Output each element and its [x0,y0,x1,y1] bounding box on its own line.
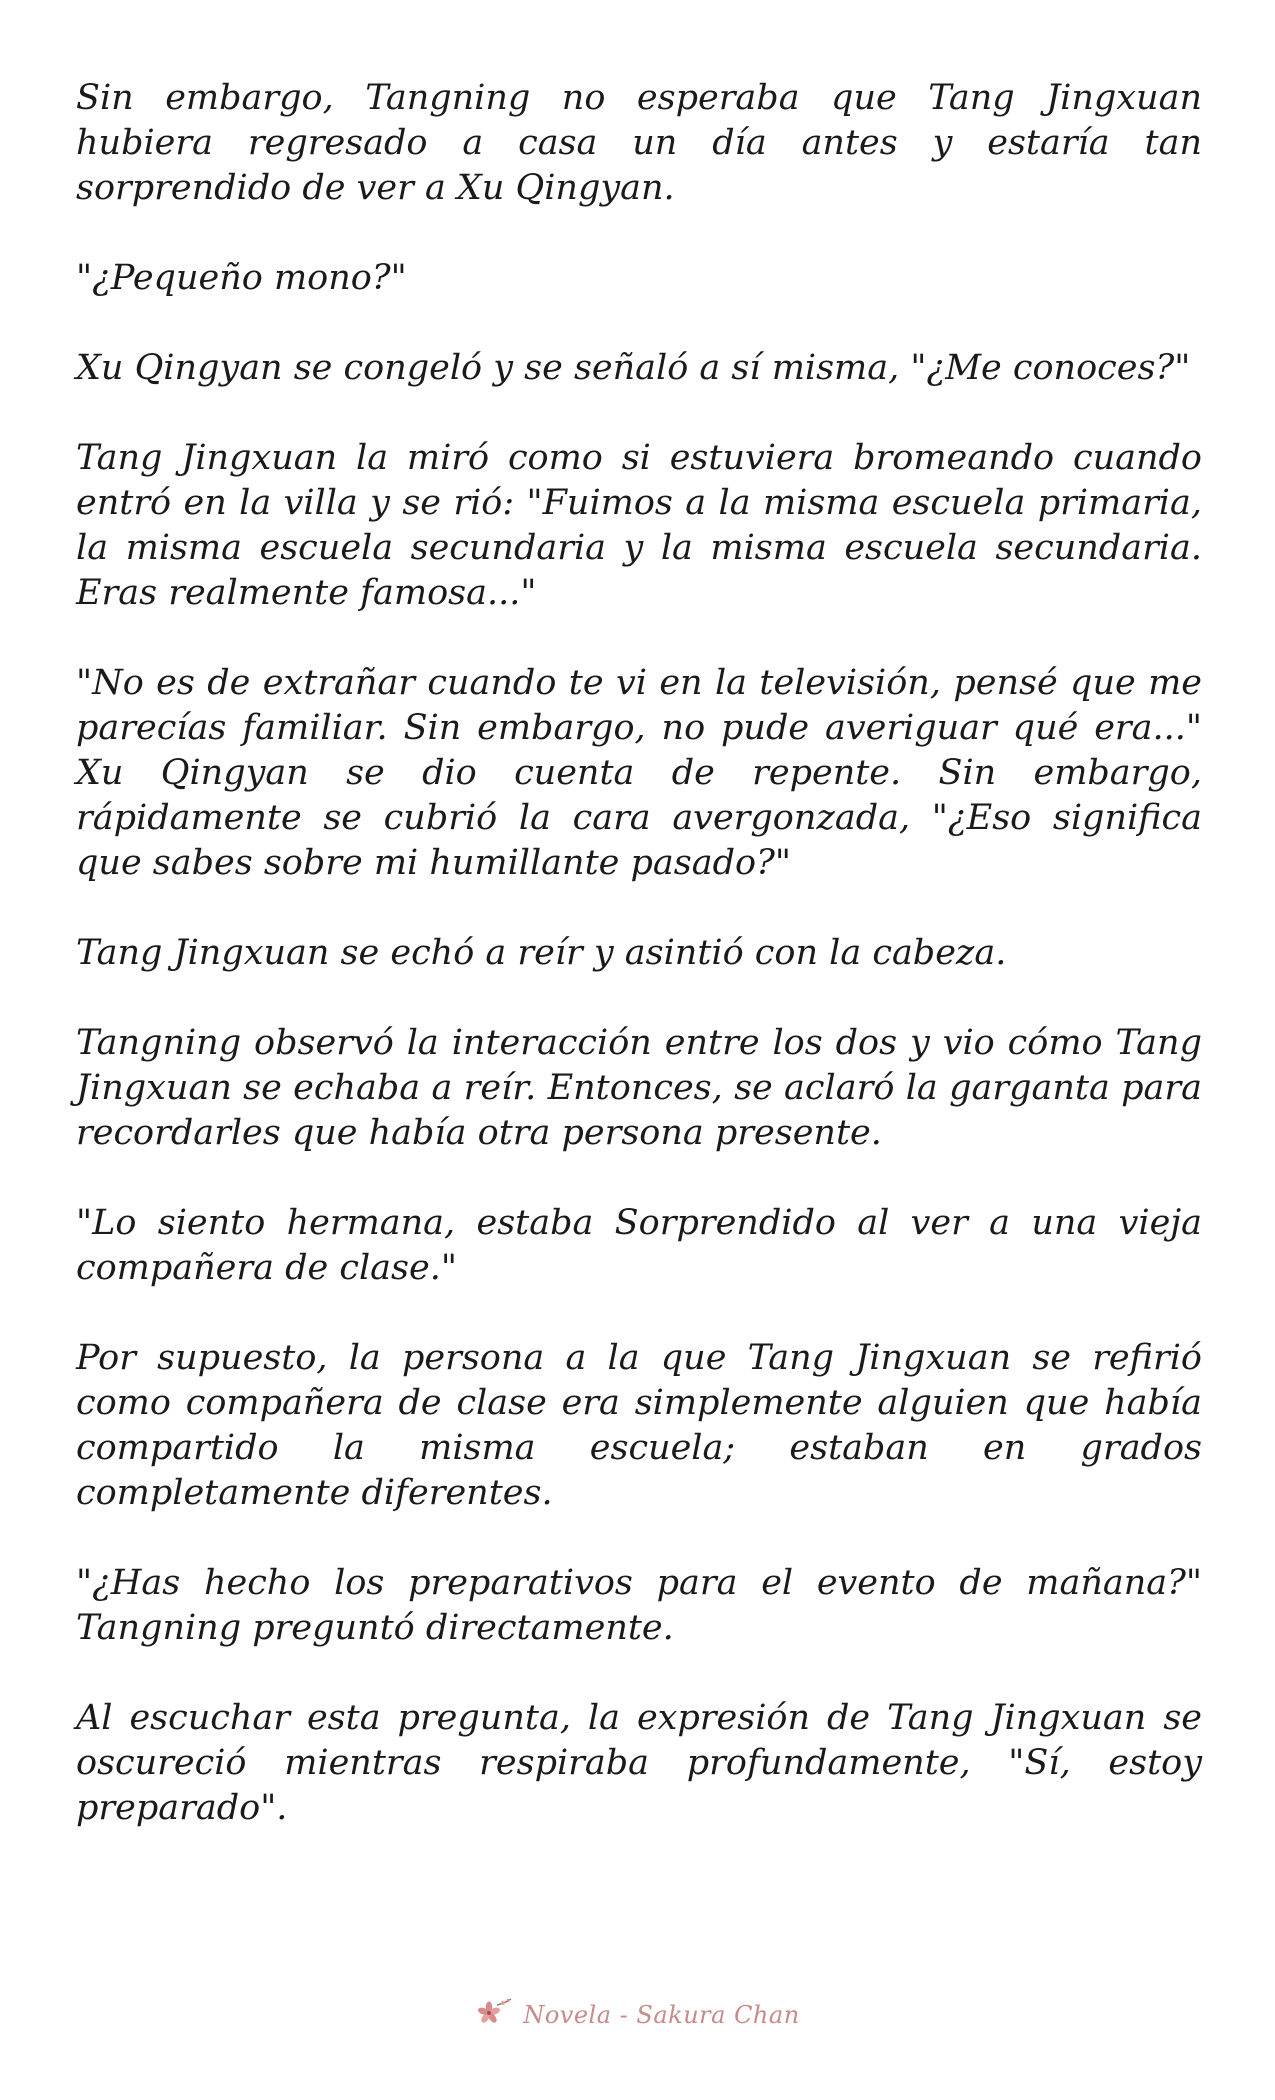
paragraph: Xu Qingyan se congeló y se señaló a sí misma, "¿Me conoces?" [76,348,1191,388]
paragraph: Sin embargo, Tangning no esperaba que Tang Jingxuan hubiera regresado a casa un día antes y estaría tan sorprendido de ver a Xu Qingyan. [76,78,1202,208]
sakura-flower-icon [475,1995,515,2035]
watermark-footer [0,1990,1275,2040]
paragraph: Tang Jingxuan la miró como si estuviera bromeando cuando entró en la villa y se rió: "Fuimos a la misma escuela primaria, la misma escuela secundaria y la misma escuela secundaria. Eras realmente famosa..." [76,438,1202,613]
paragraph: "Lo siento hermana, estaba Sorprendido al ver a una vieja compañera de clase." [76,1203,1202,1288]
paragraph: "No es de extrañar cuando te vi en la televisión, pensé que me parecías familiar. Sin embargo, no pude averiguar qué era..." Xu Qingyan se dio cuenta de repente. Sin embargo, rápidamente se cubrió la cara avergonzada, "¿Eso significa que sabes sobre mi humillante pasado?" [76,663,1202,883]
paragraph: Tang Jingxuan se echó a reír y asintió con la cabeza. [76,933,1007,973]
paragraph: Al escuchar esta pregunta, la expresión de Tang Jingxuan se oscureció mientras respiraba profundamente, "Sí, estoy preparado". [76,1698,1202,1828]
paragraph: "¿Has hecho los preparativos para el evento de mañana?" Tangning preguntó directamente. [76,1563,1202,1648]
footer-brand: Novela - Sakura Chan [523,2001,800,2029]
paragraph: Por supuesto, la persona a la que Tang Jingxuan se refirió como compañera de clase era simplemente alguien que había compartido la misma escuela; estaban en grados completamente diferentes. [76,1338,1202,1513]
chapter-text [76,76,1202,1876]
paragraph: "¿Pequeño mono?" [76,258,407,298]
paragraph: Tangning observó la interacción entre los dos y vio cómo Tang Jingxuan se echaba a reír. Entonces, se aclaró la garganta para recordarles que había otra persona presente. [76,1023,1202,1153]
